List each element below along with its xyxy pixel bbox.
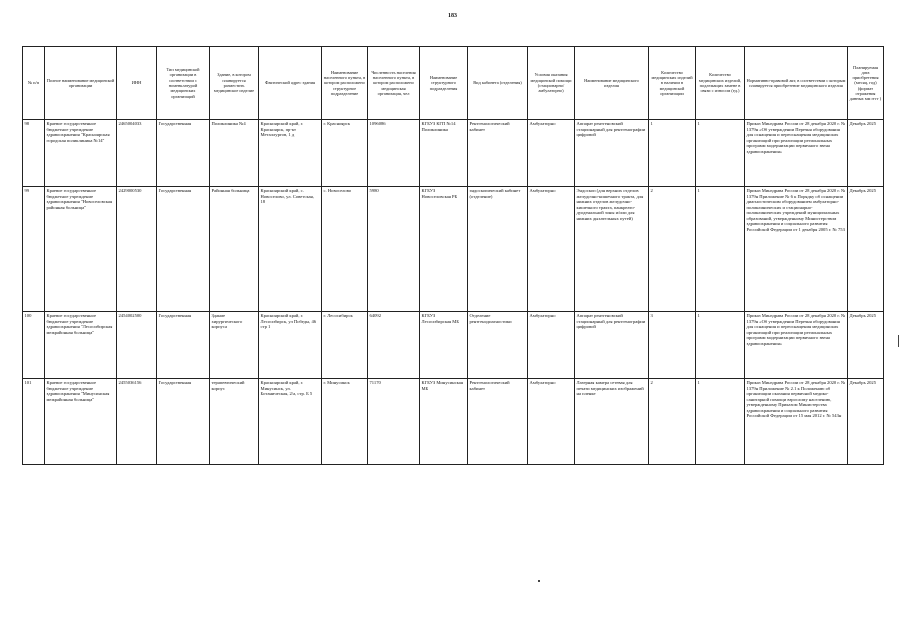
inn-cell: 2455036156	[117, 379, 157, 465]
conditions-cell: Амбулаторно	[528, 187, 575, 312]
header-cell: Наименование медицинского изделия	[575, 47, 649, 120]
row-number-cell: 99	[23, 187, 45, 312]
building-cell: терапевтический корпус	[210, 379, 259, 465]
unit-cell: КГБУЗ Новоселовская РБ	[420, 187, 468, 312]
available-count-cell: 1	[649, 120, 696, 187]
conditions-cell: Амбулаторно	[528, 120, 575, 187]
replace-count-cell: 1	[696, 312, 745, 379]
header-cell: Фактический адрес здания	[259, 47, 322, 120]
available-count-cell: 3	[649, 312, 696, 379]
org-type-cell: Государственная	[157, 187, 210, 312]
available-count-cell: 2	[649, 187, 696, 312]
population-cell: 71170	[368, 379, 420, 465]
replace-count-cell: 1	[696, 187, 745, 312]
unit-cell: КГБУЗ Лесосибирская МБ	[420, 312, 468, 379]
planned-date-cell: Декабрь 2025	[848, 120, 884, 187]
settlement-cell: с. Новоселово	[322, 187, 368, 312]
table-row	[23, 312, 884, 379]
row-number-cell: 101	[23, 379, 45, 465]
address-cell: Красноярский край, г. Минусинск, ул. Ботаническая, 2/а, стр. Б 5	[259, 379, 322, 465]
planned-date-cell: Декабрь 2025	[848, 187, 884, 312]
organization-cell: Краевое государственное бюджетное учреждение здравоохранения "Новоселовская районная больница"	[45, 187, 117, 312]
header-cell: Вид кабинета (отделения)	[468, 47, 528, 120]
scan-mark	[898, 335, 899, 347]
legal-act-cell: Приказ Минздрава России от 28 декабря 2020 г. № 1379н «Об утверждении Перечня оборудования для оснащения и переоснащения медицинских организаций при реализации региональных программ модернизации первичного звена здравоохранения»	[745, 312, 848, 379]
legal-act-cell: Приказ Минздрава России от 28 декабря 2020 г. № 1379н «Об утверждении Перечня оборудования для оснащения и переоснащения медицинских организаций при реализации региональных программ модернизации первичного звена здравоохранения»	[745, 120, 848, 187]
header-cell: Количество медицинских изделий в наличии в медицинской организации	[649, 47, 696, 120]
header-cell: Условия оказания медицинской помощи (стационарно/ амбулаторно)	[528, 47, 575, 120]
scan-mark	[538, 580, 540, 582]
organization-cell: Краевое государственное бюджетное учреждение здравоохранения "Лесосибирская межрайонная больница"	[45, 312, 117, 379]
building-cell: Районная больница	[210, 187, 259, 312]
table-row	[23, 120, 884, 187]
header-cell: Здание, в котором планируется разместить медицинское изделие	[210, 47, 259, 120]
unit-cell: КГБУЗ КГП №14 Поликлиника	[420, 120, 468, 187]
legal-act-cell: Приказ Минздрава России от 28 декабря 2020 г. № 1379н Приложение № 6 к Порядку об оснащении диагностическим оборудованием амбулаторно-поликлинических и стационарно-поликлинических учреждений муниципальных образований, утвержденному Министерством здравоохранения и социального развития Российской Федерации от 1 декабря 2005 г. № 753	[745, 187, 848, 312]
header-cell: Тип медицинской организации в соответствии с номенклатурой медицинских организаций	[157, 47, 210, 120]
header-cell: Численность населения населенного пункта, в котором расположено медицинская организация, чел	[368, 47, 420, 120]
planned-date-cell: Декабрь 2025	[848, 312, 884, 379]
replace-count-cell: 1	[696, 379, 745, 465]
device-cell: Аппарат рентгеновский стационарный для рентгенографии цифровой	[575, 120, 649, 187]
unit-cell: КГБУЗ Минусинская МБ	[420, 379, 468, 465]
device-cell: Аппарат рентгеновский стационарный для рентгенографии цифровой	[575, 312, 649, 379]
header-cell: № п/п	[23, 47, 45, 120]
header-cell: ИНН	[117, 47, 157, 120]
header-cell: Нормативно-правовой акт, в соответствии с которым планируется приобретение медицинского изделия	[745, 47, 848, 120]
table-row	[23, 379, 884, 465]
equipment-register-table	[22, 46, 884, 465]
address-cell: Красноярский край, г. Красноярск, пр-кт Металлургов, 1 д	[259, 120, 322, 187]
planned-date-cell: Декабрь 2025	[848, 379, 884, 465]
header-cell: Полное наименование медицинской организации	[45, 47, 117, 120]
table-header-row	[23, 47, 884, 120]
row-number-cell: 98	[23, 120, 45, 187]
replace-count-cell: 1	[696, 120, 745, 187]
legal-act-cell: Приказ Минздрава России от 28 декабря 2020 г. № 1379н Приложение № 2.1 к Положению об организации оказания первичной медико-санитарной помощи взрослому населению, утвержденному Приказом Министерства здравоохранения и социального развития Российской Федерации от 15 мая 2012 г. № 543н	[745, 379, 848, 465]
room-cell: Отделение рентгенодиагностики	[468, 312, 528, 379]
population-cell: 5980	[368, 187, 420, 312]
organization-cell: Краевое государственное бюджетное учреждение здравоохранения "Минусинская межрайонная больница"	[45, 379, 117, 465]
org-type-cell: Государственная	[157, 120, 210, 187]
organization-cell: Краевое государственное бюджетное учреждение здравоохранения "Красноярская городская поликлиника №14"	[45, 120, 117, 187]
header-cell: Наименование структурного подразделения	[420, 47, 468, 120]
inn-cell: 2429000530	[117, 187, 157, 312]
settlement-cell: г. Лесосибирск	[322, 312, 368, 379]
settlement-cell: г. Минусинск	[322, 379, 368, 465]
header-cell: Планируемая дата приобретения (месяц, год) (формат отражения данных мм гггг )	[848, 47, 884, 120]
device-cell: Лазерная камера сетевая для печати медицинских изображений на пленке	[575, 379, 649, 465]
population-cell: 1096086	[368, 120, 420, 187]
address-cell: Красноярский край, с. Новоселово, ул. Советская, 18	[259, 187, 322, 312]
row-number-cell: 100	[23, 312, 45, 379]
inn-cell: 2465004033	[117, 120, 157, 187]
address-cell: Красноярский край, г. Лесосибирск, ул Победы, 46 стр 1	[259, 312, 322, 379]
page-number: 183	[448, 13, 457, 19]
room-cell: эндоскопический кабинет (отделение)	[468, 187, 528, 312]
building-cell: Поликлиника №4	[210, 120, 259, 187]
org-type-cell: Государственная	[157, 312, 210, 379]
org-type-cell: Государственная	[157, 379, 210, 465]
device-cell: Эндоскоп (для верхних отделов желудочно-кишечного тракта, для нижних отделов желудочно-кишечного тракта, панкреато-дуоденальной зоны и/или для нижних дыхательных путей)	[575, 187, 649, 312]
conditions-cell: Амбулаторно	[528, 312, 575, 379]
room-cell: Рентгенологический кабинет	[468, 120, 528, 187]
inn-cell: 2454002500	[117, 312, 157, 379]
settlement-cell: г. Красноярск	[322, 120, 368, 187]
building-cell: Здание хирургического корпуса	[210, 312, 259, 379]
header-cell: Наименование населенного пункта, в котором расположено структурное подразделение	[322, 47, 368, 120]
table-row	[23, 187, 884, 312]
room-cell: Рентгенологический кабинет	[468, 379, 528, 465]
population-cell: 64092	[368, 312, 420, 379]
conditions-cell: Амбулаторно	[528, 379, 575, 465]
header-cell: Количество медицинских изделий, подлежащих замене в связи с износом (ед.)	[696, 47, 745, 120]
available-count-cell: 2	[649, 379, 696, 465]
